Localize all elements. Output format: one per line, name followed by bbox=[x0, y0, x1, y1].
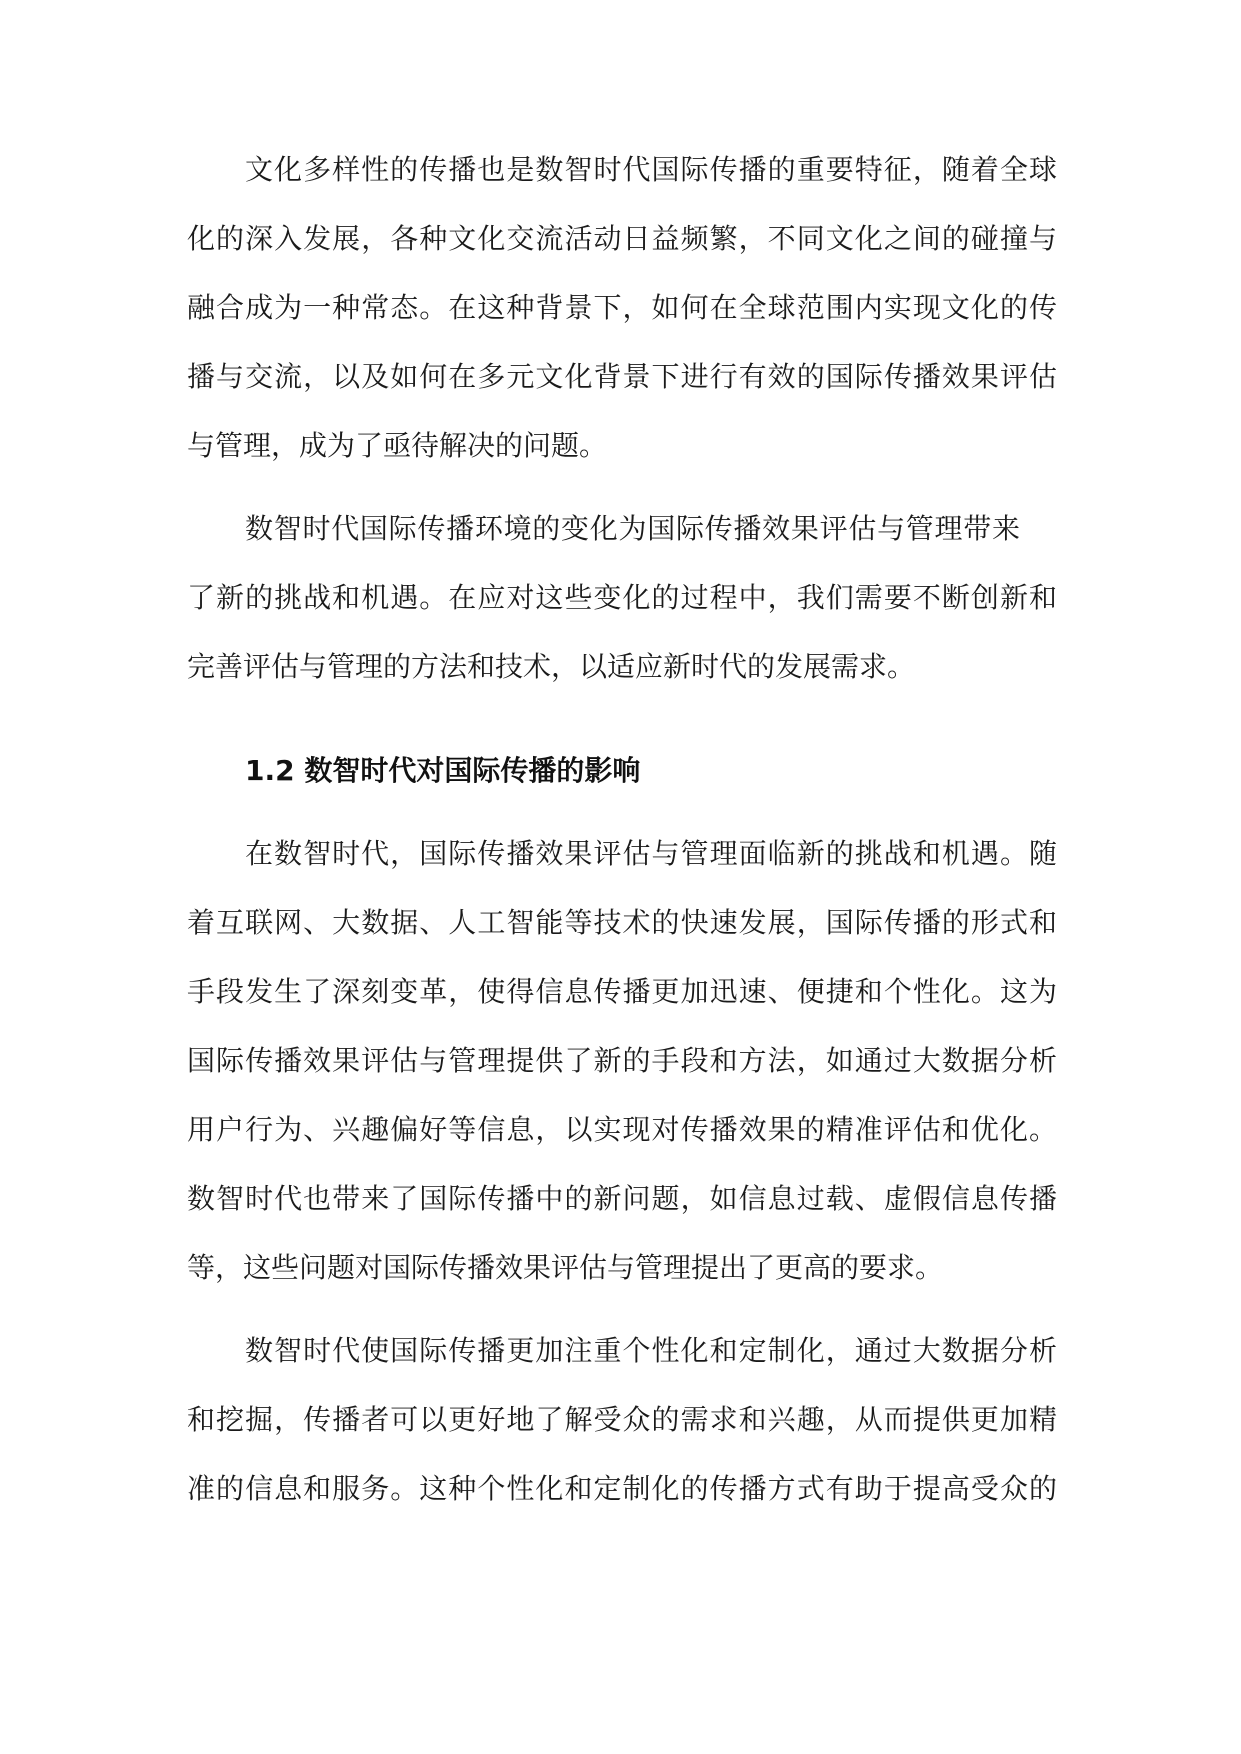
paragraph-line: 完善评估与管理的方法和技术，以适应新时代的发展需求。 bbox=[187, 650, 916, 683]
paragraph-line: 数智时代也带来了国际传播中的新问题，如信息过载、虚假信息传播 bbox=[187, 1182, 1057, 1215]
paragraph-line: 了新的挑战和机遇。在应对这些变化的过程中，我们需要不断创新和 bbox=[187, 581, 1057, 614]
paragraph-line: 化的深入发展，各种文化交流活动日益频繁，不同文化之间的碰撞与 bbox=[187, 222, 1057, 255]
paragraph-line: 着互联网、大数据、人工智能等技术的快速发展，国际传播的形式和 bbox=[187, 906, 1057, 939]
paragraph-line: 准的信息和服务。这种个性化和定制化的传播方式有助于提高受众的 bbox=[187, 1472, 1057, 1505]
paragraph-line: 播与交流，以及如何在多元文化背景下进行有效的国际传播效果评估 bbox=[187, 360, 1057, 393]
paragraph-line: 在数智时代，国际传播效果评估与管理面临新的挑战和机遇。随 bbox=[245, 837, 1057, 870]
paragraph-line: 与管理，成为了亟待解决的问题。 bbox=[187, 429, 608, 462]
paragraph-line: 手段发生了深刻变革，使得信息传播更加迅速、便捷和个性化。这为 bbox=[187, 975, 1057, 1008]
paragraph-line: 国际传播效果评估与管理提供了新的手段和方法，如通过大数据分析 bbox=[187, 1044, 1057, 1077]
paragraph-line: 融合成为一种常态。在这种背景下，如何在全球范围内实现文化的传 bbox=[187, 291, 1057, 324]
paragraph-line: 等，这些问题对国际传播效果评估与管理提出了更高的要求。 bbox=[187, 1251, 944, 1284]
section-heading: 1.2 数智时代对国际传播的影响 bbox=[245, 754, 641, 787]
paragraph-line: 用户行为、兴趣偏好等信息，以实现对传播效果的精准评估和优化。 bbox=[187, 1113, 1057, 1146]
paragraph-line: 文化多样性的传播也是数智时代国际传播的重要特征，随着全球 bbox=[245, 153, 1057, 186]
paragraph-line: 数智时代国际传播环境的变化为国际传播效果评估与管理带来 bbox=[245, 512, 1020, 545]
paragraph-line: 和挖掘，传播者可以更好地了解受众的需求和兴趣，从而提供更加精 bbox=[187, 1403, 1057, 1436]
paragraph-line: 数智时代使国际传播更加注重个性化和定制化，通过大数据分析 bbox=[245, 1334, 1057, 1367]
